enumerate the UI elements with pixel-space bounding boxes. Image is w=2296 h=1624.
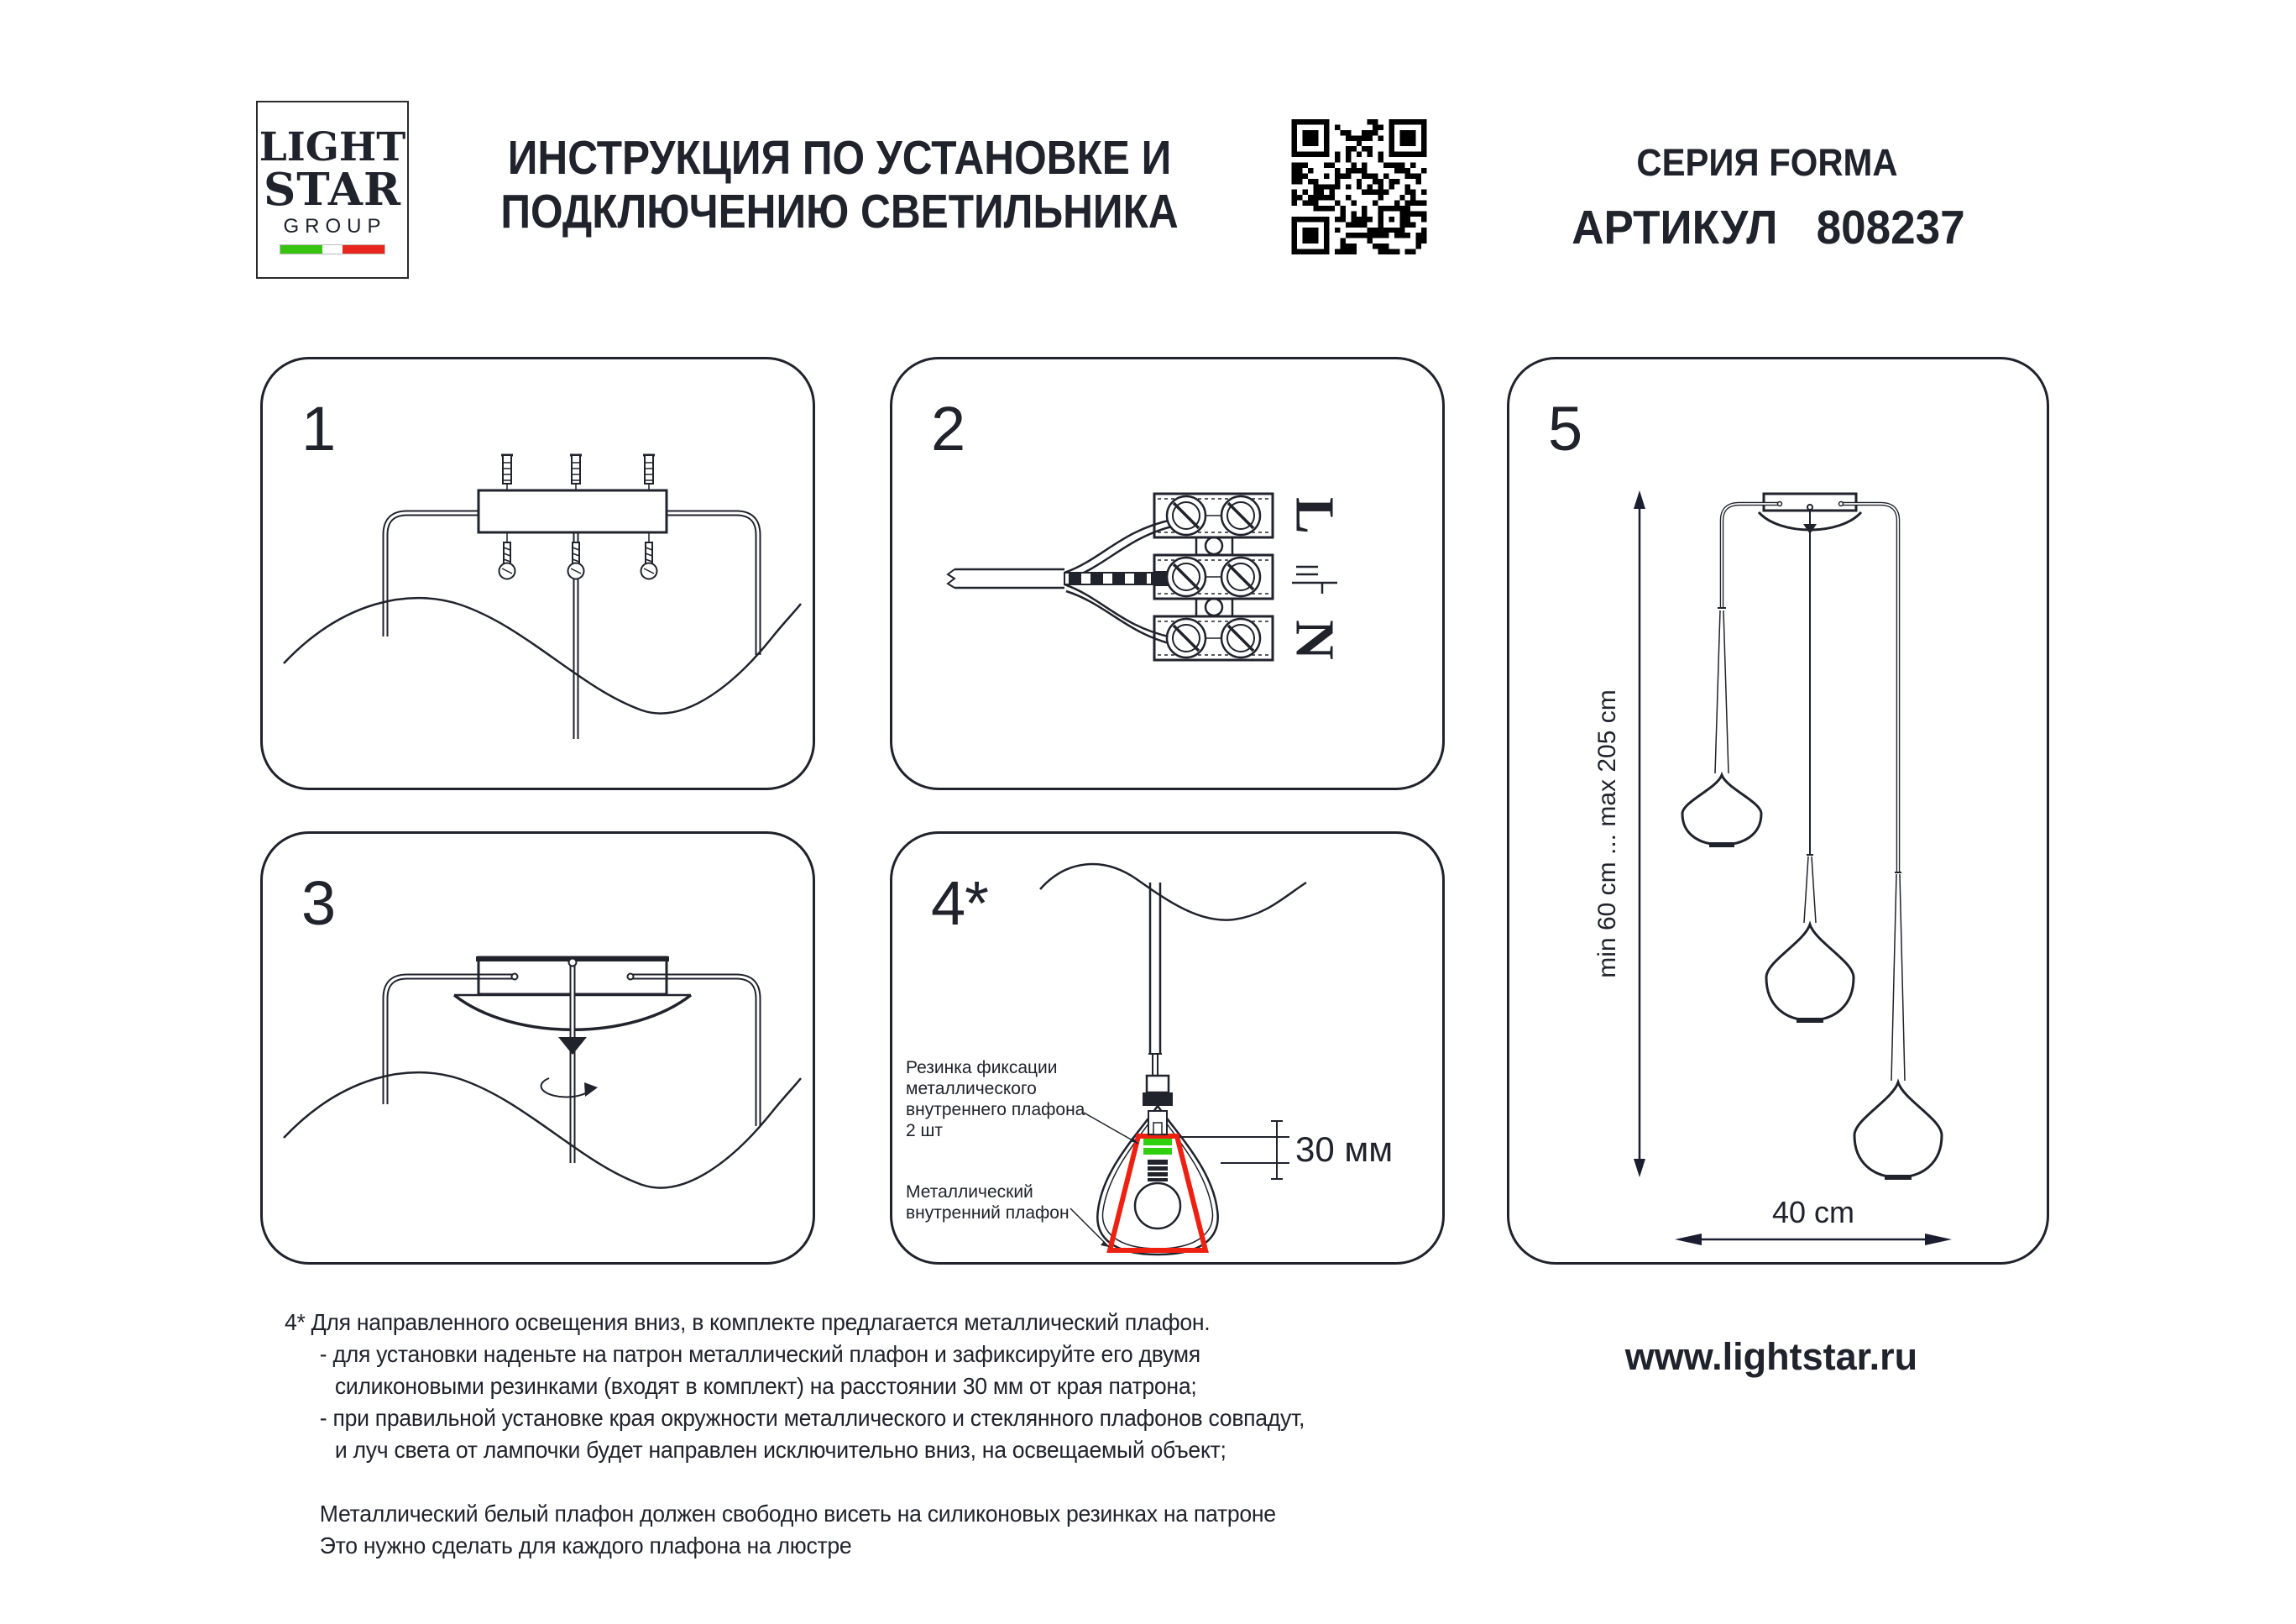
pendant-shade (1682, 775, 1761, 845)
step2-panel (890, 357, 1445, 790)
qr-code-image (1290, 119, 1428, 254)
diagram-inner-shade (892, 834, 1442, 1262)
terminal-block-bottom (1154, 616, 1273, 660)
rotate-arrow-icon (541, 1078, 598, 1097)
width-dimension-label: 40 cm (1771, 1195, 1855, 1229)
screw-icon (499, 542, 657, 579)
article-row (1528, 200, 2006, 255)
article-label: АРТИКУЛ (1572, 201, 1778, 254)
height-dimension-arrow (1634, 490, 1645, 1177)
terminal-block-middle (1151, 555, 1273, 599)
note-line: 4* Для направленного освещения вниз, в комплекте предлагается металлический плафон. (285, 1309, 1211, 1335)
terminal-label-live: L (1284, 496, 1346, 535)
pendant-shade (1854, 1082, 1942, 1177)
step5-panel (1507, 357, 2049, 1265)
logo-word-group: GROUP (283, 215, 387, 238)
svg-text:Металлический: Металлический (906, 1182, 1033, 1202)
page-title-line2: ПОДКЛЮЧЕНИЮ СВЕТИЛЬНИКА (500, 185, 1179, 238)
note-line: Это нужно сделать для каждого плафона на люстре (319, 1532, 852, 1559)
step1-panel (260, 357, 815, 790)
note-line: - при правильной установке края окружности металлического и стеклянного плафонов совпадут, (319, 1405, 1305, 1431)
rubber-band (1143, 1139, 1172, 1145)
series-label: СЕРИЯ FORMA (1636, 141, 1898, 184)
step3-panel (260, 831, 815, 1265)
diagram-terminal-block (892, 359, 1442, 788)
page-title (437, 131, 1242, 238)
diagram-canopy-install (263, 834, 813, 1262)
note-line: Металлический белый плафон должен свободно висеть на силиконовых резинках на патроне (319, 1501, 1276, 1527)
terminal-block-top (1154, 494, 1273, 537)
svg-text:Резинка фиксации: Резинка фиксации (906, 1058, 1058, 1077)
note-line: и луч света от лампочки будет направлен исключительно вниз, на освещаемый объект; (334, 1437, 1226, 1463)
lightstar-logo (256, 101, 409, 279)
label-rubber-band (906, 1058, 1085, 1140)
svg-text:внутренний плафон: внутренний плафон (906, 1203, 1070, 1223)
label-metal-shade (906, 1182, 1070, 1223)
italian-flag-stripe (280, 244, 385, 254)
step3-number: 3 (301, 868, 336, 938)
step4-number: 4* (931, 868, 988, 938)
svg-text:2 шт: 2 шт (906, 1121, 943, 1140)
width-dimension-arrow (1675, 1234, 1952, 1245)
note-line: - для установки наденьте на патрон металлический плафон и зафиксируйте его двумя (319, 1341, 1200, 1367)
bulb-icon (1135, 1160, 1180, 1228)
wall-anchor-icon (501, 455, 655, 484)
diagram-bracket-screws (263, 359, 813, 788)
note-line: силиконовыми резинками (входят в комплект) на расстоянии 30 мм от края патрона; (334, 1373, 1197, 1399)
dimension-30mm (1179, 1121, 1289, 1179)
svg-text:внутреннего плафона: внутреннего плафона (906, 1100, 1085, 1119)
article-number: 808237 (1816, 201, 1965, 254)
logo-word-light: LIGHT (259, 124, 406, 170)
pendant-shade (1766, 925, 1854, 1020)
step4-panel (890, 831, 1445, 1265)
earth-symbol-icon (1292, 567, 1337, 594)
down-arrow-icon (558, 1037, 587, 1055)
height-dimension-label: min 60 cm ... max 205 cm (1593, 689, 1621, 978)
qr-code (1290, 119, 1428, 254)
step1-number: 1 (301, 394, 336, 464)
rubber-band (1143, 1148, 1172, 1155)
terminal-label-neutral: N (1284, 620, 1346, 660)
dimension-30mm-label: 30 мм (1295, 1129, 1394, 1169)
website-url: www.lightstar.ru (1624, 1335, 1918, 1378)
step5-number: 5 (1548, 394, 1582, 464)
step2-number: 2 (931, 394, 965, 464)
page-title-line1: ИНСТРУКЦИЯ ПО УСТАНОВКЕ И (507, 131, 1172, 185)
installation-notes (285, 1307, 1358, 1562)
logo-word-star: STAR (264, 164, 401, 216)
diagram-pendant-dimensions (1509, 359, 2047, 1262)
svg-text:металлического: металлического (906, 1079, 1037, 1098)
